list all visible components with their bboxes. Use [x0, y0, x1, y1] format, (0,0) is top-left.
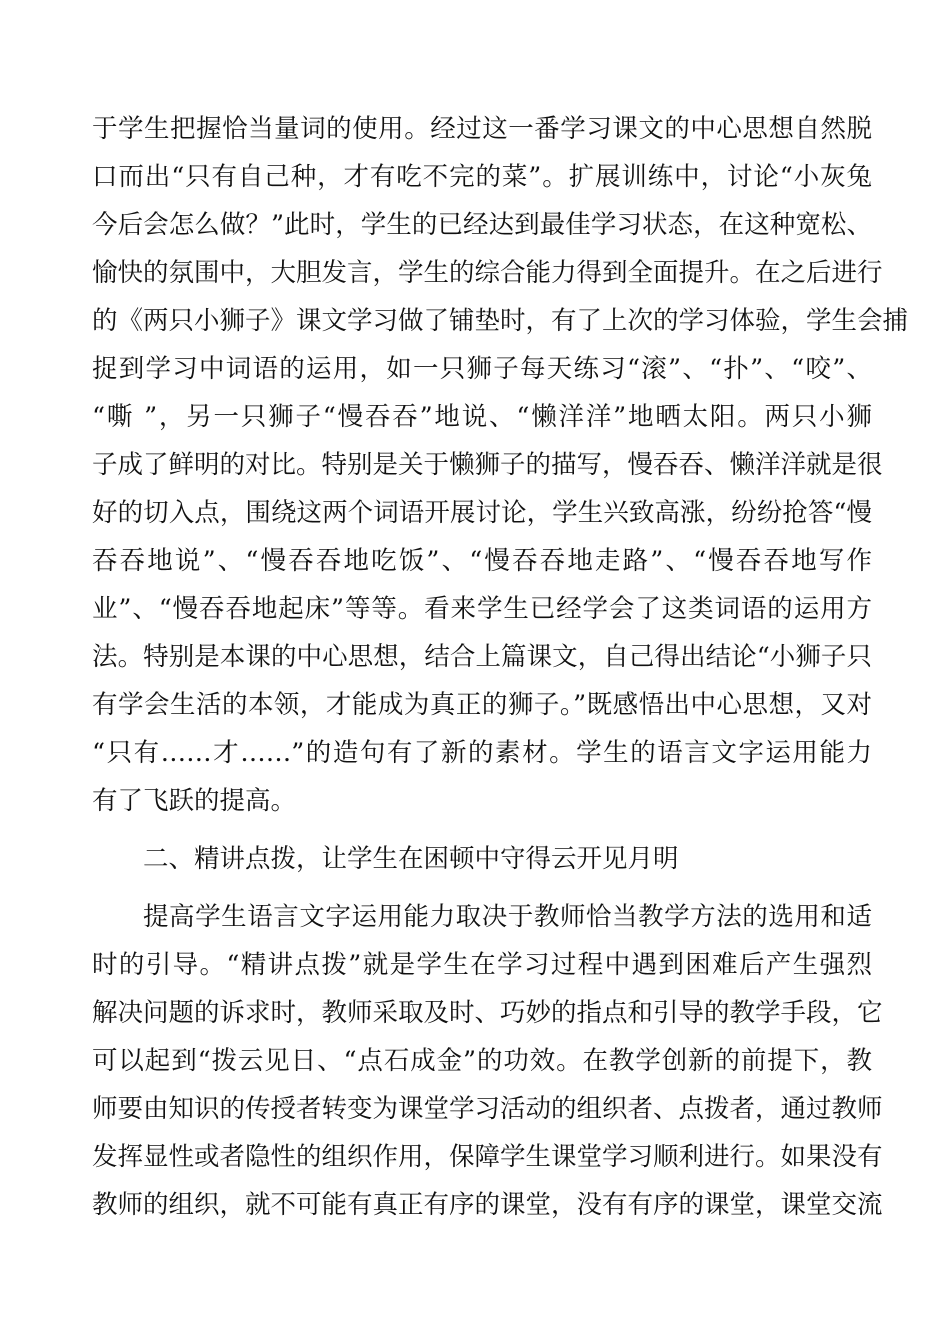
paragraph-line: 提高学生语言文字运用能力取决于教师恰当教学方法的选用和适 [143, 902, 872, 932]
paragraph-line: 吞吞地说”、“慢吞吞地吃饭”、“慢吞吞地走路”、“慢吞吞地写作 [92, 546, 872, 576]
paragraph-line: 教师的组织，就不可能有真正有序的课堂，没有有序的课堂，课堂交流 [92, 1190, 883, 1220]
paragraph-line: 口而出“只有自己种，才有吃不完的菜”。扩展训练中，讨论“小灰兔 [92, 162, 872, 192]
paragraph-line: 好的切入点，围绕这两个词语开展讨论，学生兴致高涨，纷纷抢答“慢 [92, 498, 872, 528]
paragraph-line: 解决问题的诉求时，教师采取及时、巧妙的指点和引导的教学手段，它 [92, 998, 883, 1028]
paragraph-1 [92, 105, 909, 825]
paragraph-line: 捉到学习中词语的运用，如一只狮子每天练习“滚”、“扑”、“咬”、 [92, 354, 872, 384]
paragraph-line: 的《两只小狮子》课文学习做了铺垫时，有了上次的学习体验，学生会捕 [92, 306, 909, 336]
paragraph-line: 有学会生活的本领，才能成为真正的狮子。”既感悟出中心思想，又对 [92, 690, 872, 720]
paragraph-line: “只有……才……”的造句有了新的素材。学生的语言文字运用能力 [92, 738, 872, 768]
body-text [92, 105, 909, 1229]
paragraph-line: 时的引导。“精讲点拨”就是学生在学习过程中遇到困难后产生强烈 [92, 950, 872, 980]
paragraph-line: 愉快的氛围中，大胆发言，学生的综合能力得到全面提升。在之后进行 [92, 258, 883, 288]
paragraph-gap [92, 825, 872, 835]
paragraph-2 [92, 893, 883, 1229]
paragraph-line: 今后会怎么做？”此时，学生的已经达到最佳学习状态，在这种宽松、 [92, 210, 872, 240]
paragraph-gap [92, 883, 872, 893]
paragraph-line: 有了飞跃的提高。 [92, 786, 297, 816]
paragraph-line: 子成了鲜明的对比。特别是关于懒狮子的描写，慢吞吞、懒洋洋就是很 [92, 450, 883, 480]
paragraph-line: 法。特别是本课的中心思想，结合上篇课文，自己得出结论“小狮子只 [92, 642, 872, 672]
paragraph-line: 业”、“慢吞吞地起床”等等。看来学生已经学会了这类词语的运用方 [92, 594, 872, 624]
paragraph-line: “嘶 ”，另一只狮子“慢吞吞”地说、“懒洋洋”地晒太阳。两只小狮 [92, 402, 872, 432]
paragraph-line: 可以起到“拨云见日、“点石成金”的功效。在教学创新的前提下，教 [92, 1046, 872, 1076]
paragraph-line: 于学生把握恰当量词的使用。经过这一番学习课文的中心思想自然脱 [92, 114, 872, 144]
paragraph-line: 师要由知识的传授者转变为课堂学习活动的组织者、点拨者，通过教师 [92, 1094, 883, 1124]
paragraph-line: 发挥显性或者隐性的组织作用，保障学生课堂学习顺利进行。如果没有 [92, 1142, 883, 1172]
section-heading: 二、精讲点拨，让学生在困顿中守得云开见月明 [143, 844, 679, 874]
